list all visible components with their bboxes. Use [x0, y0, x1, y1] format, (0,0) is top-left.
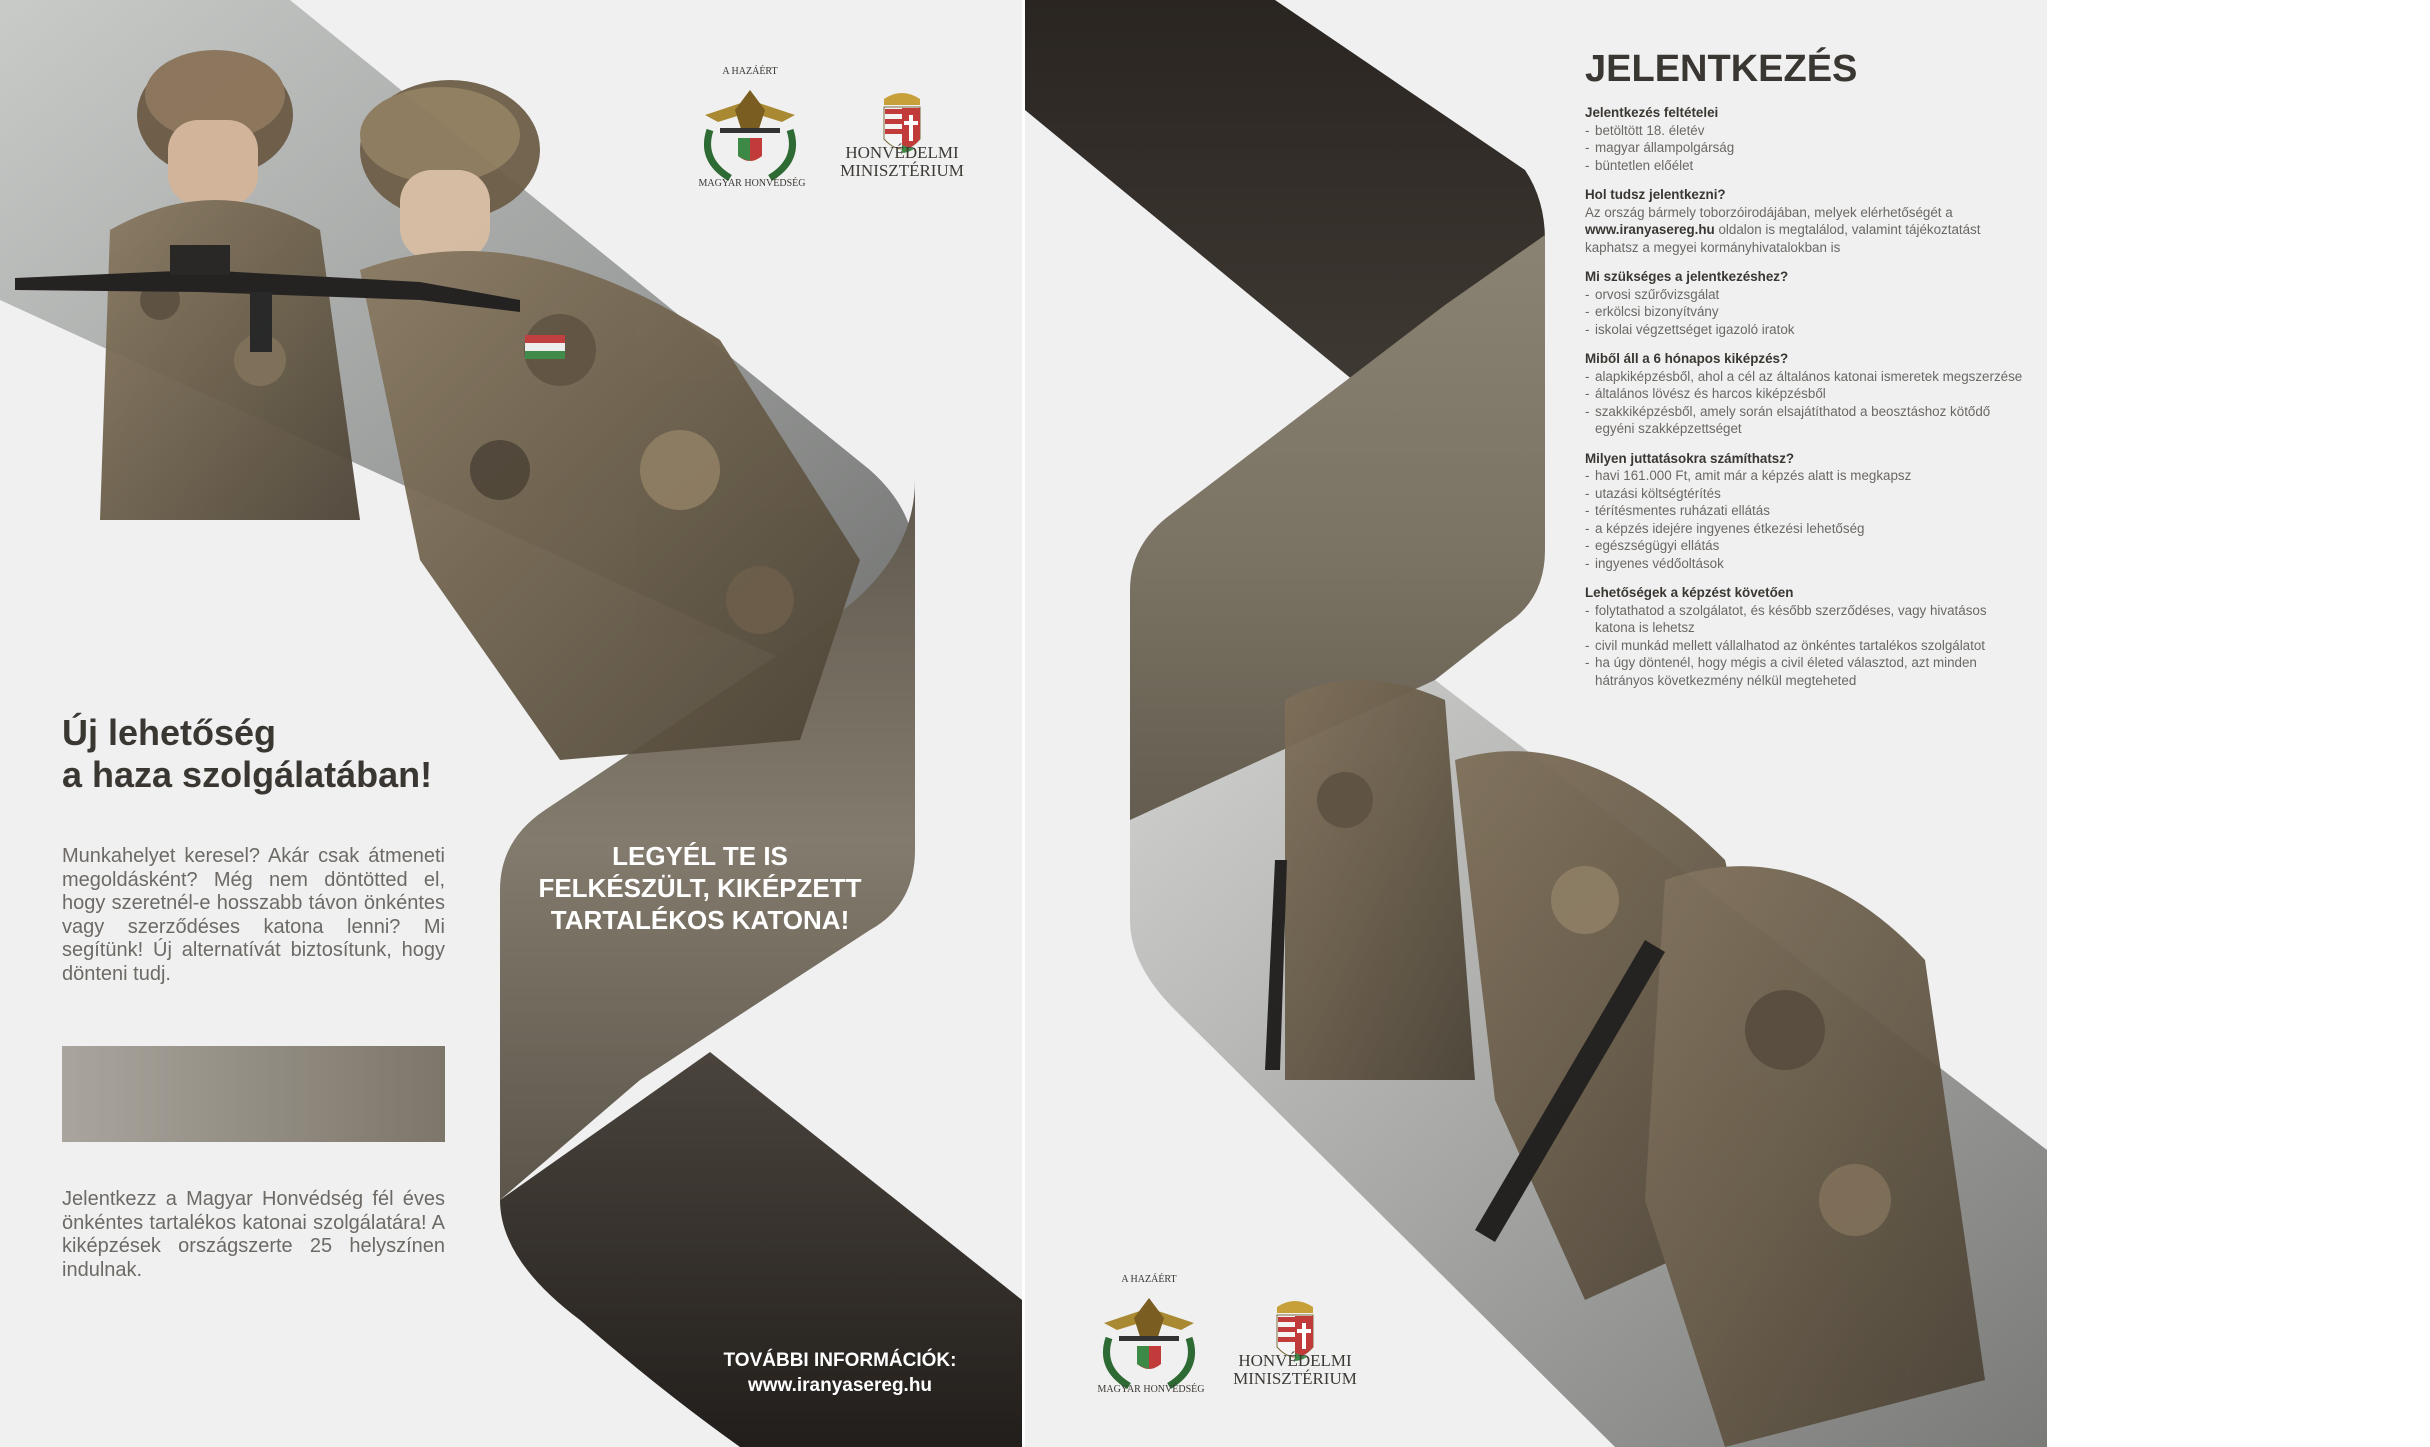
- band-title-line-2: KATONAI SZOLGÁLAT: [2155, 571, 2425, 599]
- list-item: - civil munkád mellett vállalhatod az önkéntes tartalékos szolgálatot: [1585, 637, 2025, 655]
- list-item: - folytathatod a szolgálatot, és később szerződéses, vagy hivatásos katona is lehetsz: [1585, 602, 2025, 637]
- section-heading: Mi szükséges a jelentkezéshez?: [1585, 269, 1789, 284]
- slogan: [505, 840, 895, 936]
- section-heading: Milyen juttatásokra számíthatsz?: [1585, 450, 1795, 466]
- list-item: - utazási költségtérítés: [1585, 485, 2025, 503]
- list-item: - ha úgy döntenél, hogy mégis a civil életed választod, azt minden hátrányos következmény nélkül megteheted: [1585, 654, 2025, 689]
- list-item: - orvosi szűrővizsgálat: [1585, 286, 2025, 304]
- section-after-training: [1585, 584, 2025, 689]
- website-link[interactable]: www.iranyasereg.hu: [747, 1375, 933, 1396]
- where-text-before: Az ország bármely toborzóirodájában, melyek elérhetőségét a: [1585, 204, 1953, 220]
- magyar-honvedseg-logo: [690, 60, 810, 195]
- list-item: - betöltött 18. életév: [1585, 122, 2025, 140]
- section-heading: Hol tudsz jelentkezni?: [1585, 187, 1726, 202]
- hm-logo-text: [1225, 1352, 1365, 1388]
- hm-line1: HONVÉDELMI: [845, 143, 959, 162]
- list-item: - büntetlen előélet: [1585, 157, 2025, 175]
- headline-line-1: Új lehetőség: [62, 712, 277, 753]
- page-title: JELENTKEZÉS: [1585, 48, 1858, 90]
- band-title: [2150, 537, 2430, 601]
- intro-paragraph: Munkahelyet keresel? Akár csak átmeneti megoldásként? Még nem döntötted el, hogy szeretnél-e hosszabb távon önkéntes vagy szerződéses katona lenni? Mi segítünk! Új alternatívát biztosítunk, hogy dönteni tudj.: [62, 845, 445, 985]
- band-title-line-1: ÖNKÉNTES: [2220, 539, 2360, 567]
- section-heading: Jelentkezés feltételei: [1585, 105, 1719, 120]
- headline-line-2: a haza szolgálatában!: [62, 754, 433, 795]
- list-item: - térítésmentes ruházati ellátás: [1585, 502, 2025, 520]
- mh-logo-caption: MAGYAR HONVÉDSÉG: [1097, 1384, 1205, 1395]
- right-page: [1025, 0, 2425, 1447]
- list-item: - szakkiképzésből, amely során elsajátíthatod a beosztáshoz kötődő egyéni szakképzettséget: [1585, 403, 2025, 438]
- list-item: - erkölcsi bizonyítvány: [1585, 303, 2025, 321]
- honvedelmi-miniszterium-logo: [832, 62, 972, 197]
- list-item: - a képzés idejére ingyenes étkezési lehetőség: [1585, 520, 2025, 538]
- list-item: - magyar állampolgárság: [1585, 139, 2025, 157]
- more-info-label: TOVÁBBI INFORMÁCIÓK:: [723, 1350, 957, 1371]
- list-item: - alapkiképzésből, ahol a cél az általános katonai ismeretek megszerzése: [1585, 368, 2025, 386]
- list-item: - általános lövész és harcos kiképzésből: [1585, 385, 2025, 403]
- info-sections: [1585, 104, 2025, 701]
- magyar-honvedseg-emblem-icon: [690, 60, 810, 190]
- list-item: - iskolai végzettséget igazoló iratok: [1585, 321, 2025, 339]
- mh-logo-caption: MAGYAR HONVÉDSÉG: [698, 178, 806, 189]
- page-headline: [62, 712, 482, 796]
- gradient-bar: [62, 1046, 445, 1142]
- more-info: [690, 1348, 990, 1398]
- signup-paragraph: Jelentkezz a Magyar Honvédség fél éves önkéntes tartalékos katonai szolgálatára! A kiképzések országszerte 25 helyszínen indulnak.: [62, 1188, 445, 1281]
- section-requirements: [1585, 268, 2025, 338]
- hm-line2: MINISZTÉRIUM: [1233, 1369, 1357, 1388]
- list-item: - havi 161.000 Ft, amit már a képzés alatt is megkapsz: [1585, 467, 2025, 485]
- hm-line1: HONVÉDELMI: [1238, 1351, 1352, 1370]
- section-conditions: [1585, 104, 2025, 174]
- slogan-line-3: TARTALÉKOS KATONA!: [550, 905, 850, 935]
- section-heading: Miből áll a 6 hónapos kiképzés?: [1585, 351, 1789, 366]
- where-paragraph: [1585, 204, 2025, 257]
- list-item: - ingyenes védőoltások: [1585, 555, 2025, 573]
- magyar-honvedseg-emblem-icon: [1089, 1268, 1209, 1398]
- hm-logo-text: [832, 144, 972, 180]
- slogan-line-2: FELKÉSZÜLT, KIKÉPZETT: [538, 873, 862, 903]
- hm-line2: MINISZTÉRIUM: [840, 161, 964, 180]
- honvedelmi-miniszterium-logo-bottom: [1225, 1270, 1365, 1405]
- website-link[interactable]: www.iranyasereg.hu: [1585, 222, 1715, 237]
- section-where: [1585, 186, 2025, 256]
- svg-text:A HAZÁÉRT: A HAZÁÉRT: [1121, 1274, 1177, 1285]
- svg-text:A HAZÁÉRT: A HAZÁÉRT: [722, 66, 778, 77]
- section-benefits: [1585, 450, 2025, 573]
- magyar-honvedseg-logo-bottom: [1089, 1268, 1209, 1403]
- section-heading: Lehetőségek a képzést követően: [1585, 585, 1794, 600]
- where-text-after: oldalon is megtalálod, valamint tájékoztatást kaphatsz a megyei kormányhivatalokban is: [1585, 222, 1981, 255]
- section-training: [1585, 350, 2025, 438]
- slogan-line-1: LEGYÉL TE IS: [612, 841, 788, 871]
- left-page: [0, 0, 1022, 1447]
- list-item: - egészségügyi ellátás: [1585, 537, 2025, 555]
